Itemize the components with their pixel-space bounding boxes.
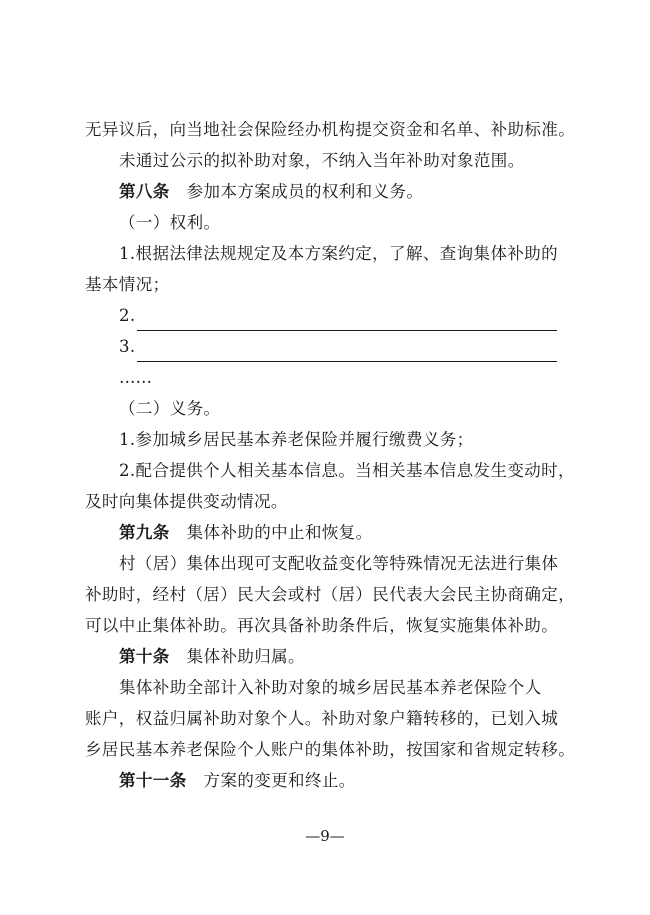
article-number: 第十条 — [119, 647, 170, 666]
text-line: 1.参加城乡居民基本养老保险并履行缴费义务； — [119, 430, 474, 449]
article-title: 参加本方案成员的权利和义务。 — [186, 182, 424, 201]
text-line: 村（居）集体出现可支配收益变化等特殊情况无法进行集体 — [119, 554, 559, 573]
text-line: 补助时，经村（居）民大会或村（居）民代表大会民主协商确定， — [85, 585, 576, 604]
blank-underline — [137, 308, 557, 331]
blank-item-3 — [85, 331, 575, 362]
text-line: 基本情况； — [85, 275, 170, 294]
article-title: 集体补助归属。 — [186, 647, 305, 666]
page-number: —9— — [305, 827, 345, 845]
blank-item-2 — [85, 300, 575, 331]
text-line: 可以中止集体补助。再次具备补助条件后，恢复实施集体补助。 — [85, 616, 559, 635]
blank-underline — [137, 339, 557, 362]
section-heading: （一）权利。 — [119, 213, 221, 232]
article-heading — [85, 517, 575, 548]
text-line: 1.根据法律法规规定及本方案约定，了解、查询集体补助的 — [119, 244, 559, 263]
text-line: 未通过公示的拟补助对象，不纳入当年补助对象范围。 — [119, 151, 525, 170]
text-line: 2.配合提供个人相关基本信息。当相关基本信息发生变动时， — [119, 461, 575, 480]
article-heading — [85, 765, 575, 796]
section-heading: （二）义务。 — [119, 399, 221, 418]
blank-item-label: 2. — [119, 306, 136, 325]
ellipsis: …… — [119, 368, 152, 387]
article-number: 第九条 — [119, 523, 170, 542]
text-line: 账户，权益归属补助对象个人。补助对象户籍转移的，已划入城 — [85, 709, 559, 728]
article-title: 方案的变更和终止。 — [203, 771, 356, 790]
article-number: 第八条 — [119, 182, 170, 201]
document-body — [85, 114, 575, 796]
blank-item-label: 3. — [119, 337, 136, 356]
text-line: 及时向集体提供变动情况。 — [85, 492, 288, 511]
text-line: 集体补助全部计入补助对象的城乡居民基本养老保险个人 — [119, 678, 542, 697]
article-number: 第十一条 — [119, 771, 187, 790]
article-title: 集体补助的中止和恢复。 — [186, 523, 373, 542]
article-heading — [85, 176, 575, 207]
article-heading — [85, 641, 575, 672]
text-line: 无异议后，向当地社会保险经办机构提交资金和名单、补助标准。 — [85, 120, 576, 139]
text-line: 乡居民基本养老保险个人账户的集体补助，按国家和省规定转移。 — [85, 740, 576, 759]
